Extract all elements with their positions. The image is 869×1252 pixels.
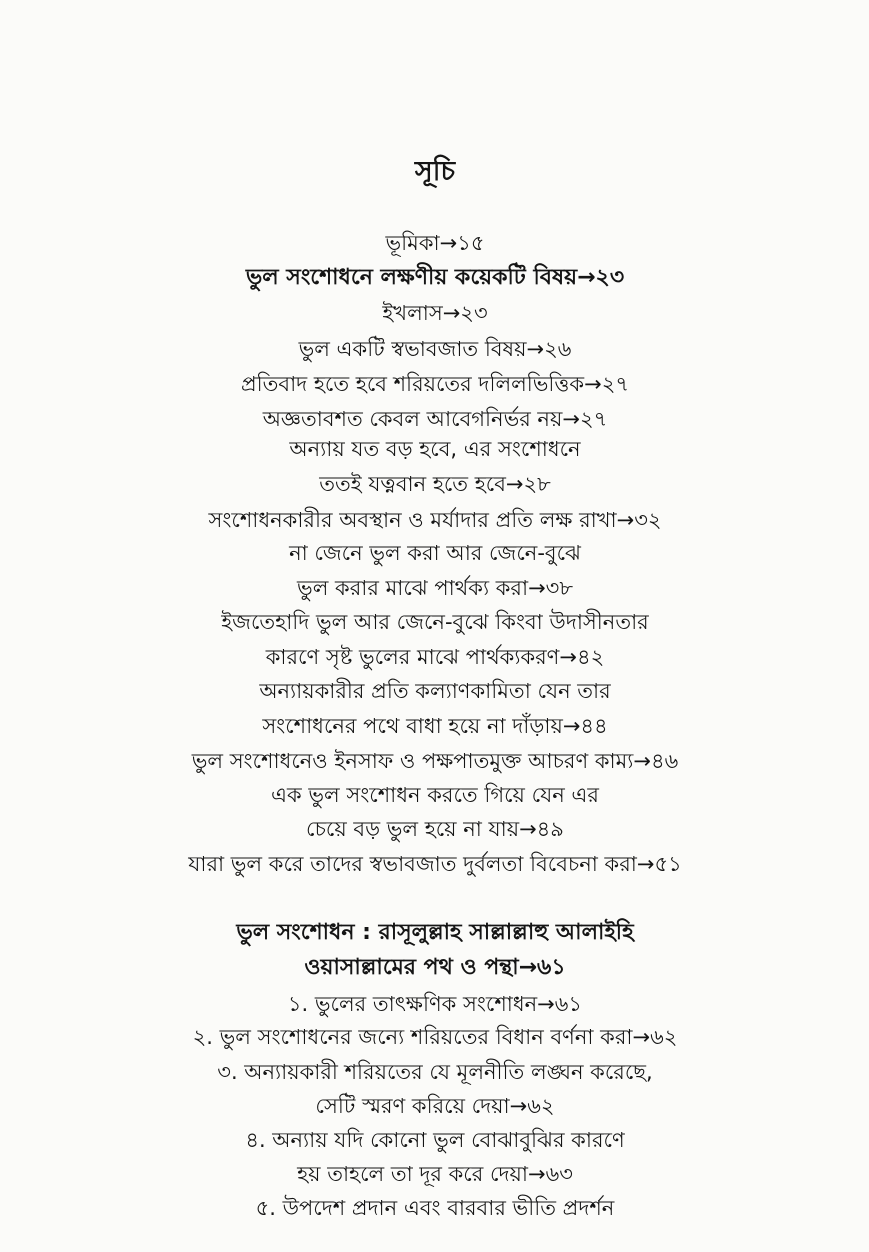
toc-entry: অন্যায়কারীর প্রতি কল্যাণকামিতা যেন তার	[259, 679, 611, 703]
toc-entry: হয় তাহলে তা দূর করে দেয়া→৬৩	[297, 1162, 573, 1186]
toc-entry: অজ্ঞতাবশত কেবল আবেগনির্ভর নয়→২৭	[262, 407, 608, 431]
toc-entry: ৩. অন্যায়কারী শরিয়তের যে মূলনীতি লঙ্ঘন করেছে,	[217, 1060, 653, 1084]
toc-entry: ভুল সংশোধনেও ইনসাফ ও পক্ষপাতমুক্ত আচরণ কাম্য→৪৬	[191, 749, 679, 773]
toc-section-heading-2: ভুল সংশোধন : রাসূলুল্লাহ সাল্লাল্লাহু আলাইহি	[236, 920, 634, 945]
toc-entry: কারণে সৃষ্ট ভুলের মাঝে পার্থক্যকরণ→৪২	[265, 645, 605, 669]
toc-entry: অন্যায় যত বড় হবে, এর সংশোধনে	[289, 437, 581, 461]
toc-entry: ৫. উপদেশ প্রদান এবং বারবার ভীতি প্রদর্শন	[255, 1196, 615, 1220]
toc-entry: ভুল করার মাঝে পার্থক্য করা→৩৮	[297, 576, 573, 600]
toc-entry: ইজতেহাদি ভুল আর জেনে-বুঝে কিংবা উদাসীনতার	[221, 610, 649, 634]
toc-entry: ততই যত্নবান হতে হবে→২৮	[319, 472, 551, 496]
toc-entry-preface: ভূমিকা→১৫	[385, 231, 485, 255]
toc-entry: চেয়ে বড় ভুল হয়ে না যায়→৪৯	[306, 817, 564, 841]
toc-title: সূচি	[414, 156, 456, 187]
toc-entry: সংশোধনের পথে বাধা হয়ে না দাঁড়ায়→৪৪	[262, 714, 608, 738]
toc-entry: সংশোধনকারীর অবস্থান ও মর্যাদার প্রতি লক্ষ রাখা→৩২	[208, 508, 662, 532]
toc-entry: এক ভুল সংশোধন করতে গিয়ে যেন এর	[271, 783, 599, 807]
toc-entry: ইখলাস→২৩	[382, 301, 488, 325]
toc-entry: ৪. অন্যায় যদি কোনো ভুল বোঝাবুঝির কারণে	[245, 1128, 625, 1152]
toc-entry: না জেনে ভুল করা আর জেনে-বুঝে	[289, 541, 581, 565]
toc-section-heading-2-cont: ওয়াসাল্লামের পথ ও পন্থা→৬১	[304, 955, 566, 980]
toc-entry: প্রতিবাদ হতে হবে শরিয়তের দলিলভিত্তিক→২৭	[240, 372, 630, 396]
toc-entry: ২. ভুল সংশোধনের জন্যে শরিয়তের বিধান বর্ণনা করা→৬২	[192, 1025, 678, 1049]
toc-entry: ১. ভুলের তাৎক্ষণিক সংশোধন→৬১	[287, 992, 583, 1016]
toc-entry: ভুল একটি স্বভাবজাত বিষয়→২৬	[298, 337, 572, 361]
toc-section-heading-1: ভুল সংশোধনে লক্ষণীয় কয়েকটি বিষয়→২৩	[245, 265, 625, 290]
toc-entry: যারা ভুল করে তাদের স্বভাবজাত দুর্বলতা বিবেচনা করা→৫১	[188, 852, 682, 876]
toc-entry: সেটি স্মরণ করিয়ে দেয়া→৬২	[315, 1094, 555, 1118]
